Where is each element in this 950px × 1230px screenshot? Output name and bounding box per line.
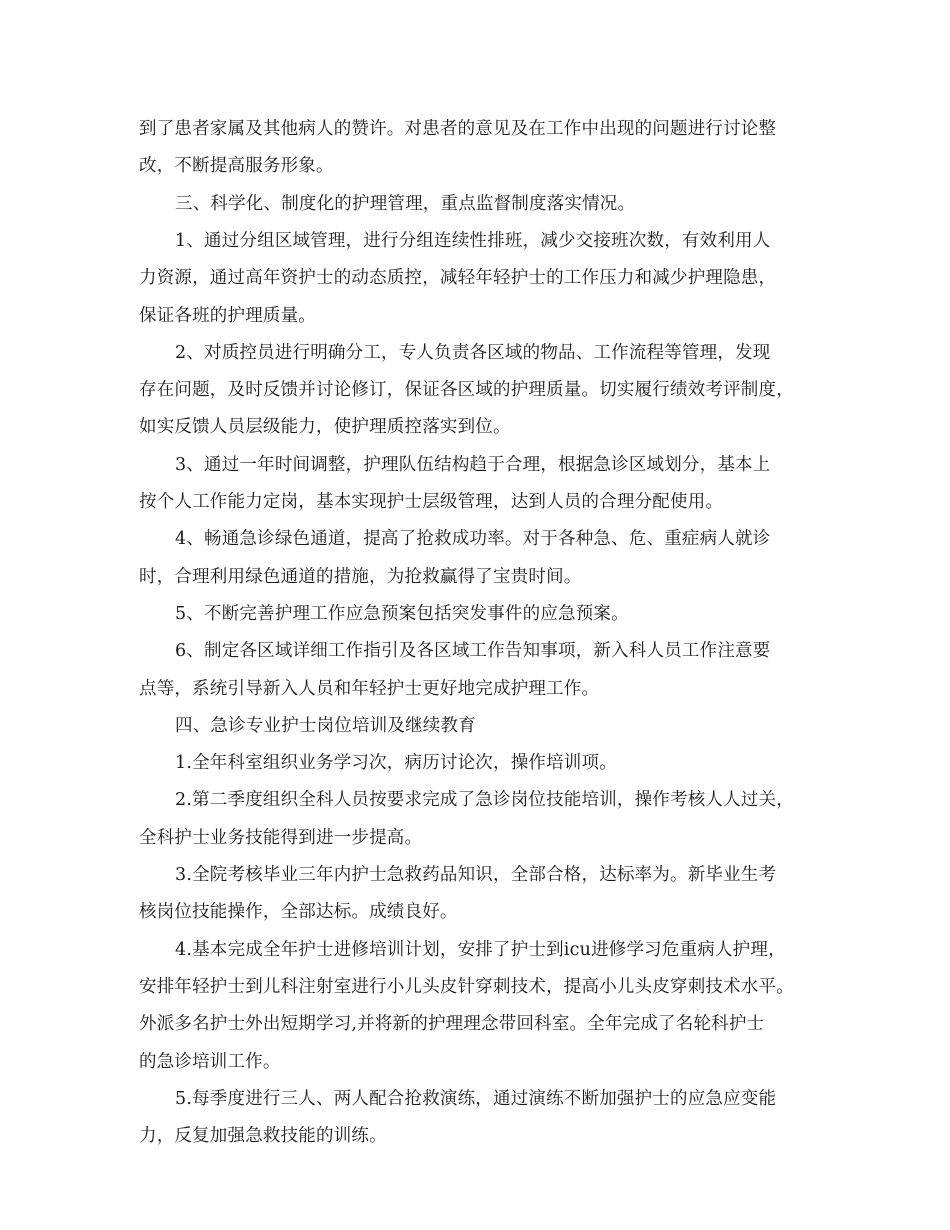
paragraph-line: 外派多名护士外出短期学习,并将新的护理理念带回科室。全年完成了名轮科护士 bbox=[139, 1014, 765, 1035]
paragraph-line: 安排年轻护士到儿科注射室进行小儿头皮针穿刺技术，提高小儿头皮穿刺技术水平。 bbox=[139, 976, 794, 997]
paragraph-line: 保证各班的护理质量。 bbox=[139, 305, 316, 326]
paragraph-first-line: 4、畅通急诊绿色通道，提高了抢救成功率。对于各种急、危、重症病人就诊 bbox=[175, 529, 771, 550]
paragraph-first-line: 2、对质控员进行明确分工，专人负责各区域的物品、工作流程等管理，发现 bbox=[175, 342, 771, 363]
paragraph-line: 的急诊培训工作。 bbox=[139, 1051, 281, 1072]
paragraph-line: 到了患者家属及其他病人的赞许。对患者的意见及在工作中出现的问题进行讨论整 bbox=[139, 119, 777, 139]
paragraph-first-line: 3.全院考核毕业三年内护士急救药品知识，全部合格，达标率为。新毕业生考 bbox=[175, 865, 777, 885]
paragraph-line: 如实反馈人员层级能力，使护理质控落实到位。 bbox=[139, 417, 511, 438]
paragraph-first-line: 三、科学化、制度化的护理管理，重点监督制度落实情况。 bbox=[175, 193, 636, 214]
paragraph-first-line: 1、通过分组区域管理，进行分组连续性排班，减少交接班次数，有效利用人 bbox=[175, 230, 771, 251]
paragraph-line: 存在问题，及时反馈并讨论修订，保证各区域的护理质量。切实履行绩效考评制度， bbox=[139, 380, 794, 401]
paragraph-line: 力资源，通过高年资护士的动态质控，减轻年轻护士的工作压力和减少护理隐患， bbox=[139, 268, 777, 289]
paragraph-first-line: 1.全年科室组织业务学习次，病历讨论次，操作培训项。 bbox=[175, 753, 617, 774]
paragraph-line: 时，合理利用绿色通道的措施，为抢救赢得了宝贵时间。 bbox=[139, 566, 582, 587]
paragraph-line: 改，不断提高服务形象。 bbox=[139, 156, 334, 177]
paragraph-first-line: 3、通过一年时间调整，护理队伍结构趋于合理，根据急诊区域划分，基本上 bbox=[175, 454, 771, 475]
paragraph-line: 按个人工作能力定岗，基本实现护士层级管理，达到人员的合理分配使用。 bbox=[139, 492, 724, 512]
paragraph-first-line: 2.第二季度组织全科人员按要求完成了急诊岗位技能培训，操作考核人人过关， bbox=[175, 790, 794, 811]
paragraph-first-line: 6、制定各区域详细工作指引及各区域工作告知事项，新入科人员工作注意要 bbox=[175, 641, 771, 662]
paragraph-first-line: 4.基本完成全年护士进修培训计划，安排了护士到icu进修学习危重病人护理， bbox=[175, 939, 786, 960]
paragraph-line: 点等，系统引导新入人员和年轻护士更好地完成护理工作。 bbox=[139, 678, 600, 699]
paragraph-first-line: 5、不断完善护理工作应急预案包括突发事件的应急预案。 bbox=[175, 603, 629, 624]
paragraph-line: 全科护士业务技能得到进一步提高。 bbox=[139, 827, 423, 848]
paragraph-first-line: 5.每季度进行三人、两人配合抢救演练，通过演练不断加强护士的应急应变能 bbox=[175, 1088, 777, 1109]
paragraph-line: 力，反复加强急救技能的训练。 bbox=[139, 1126, 387, 1147]
paragraph-line: 核岗位技能操作，全部达标。成绩良好。 bbox=[139, 902, 458, 923]
paragraph-first-line: 四、急诊专业护士岗位培训及继续教育 bbox=[175, 715, 476, 736]
